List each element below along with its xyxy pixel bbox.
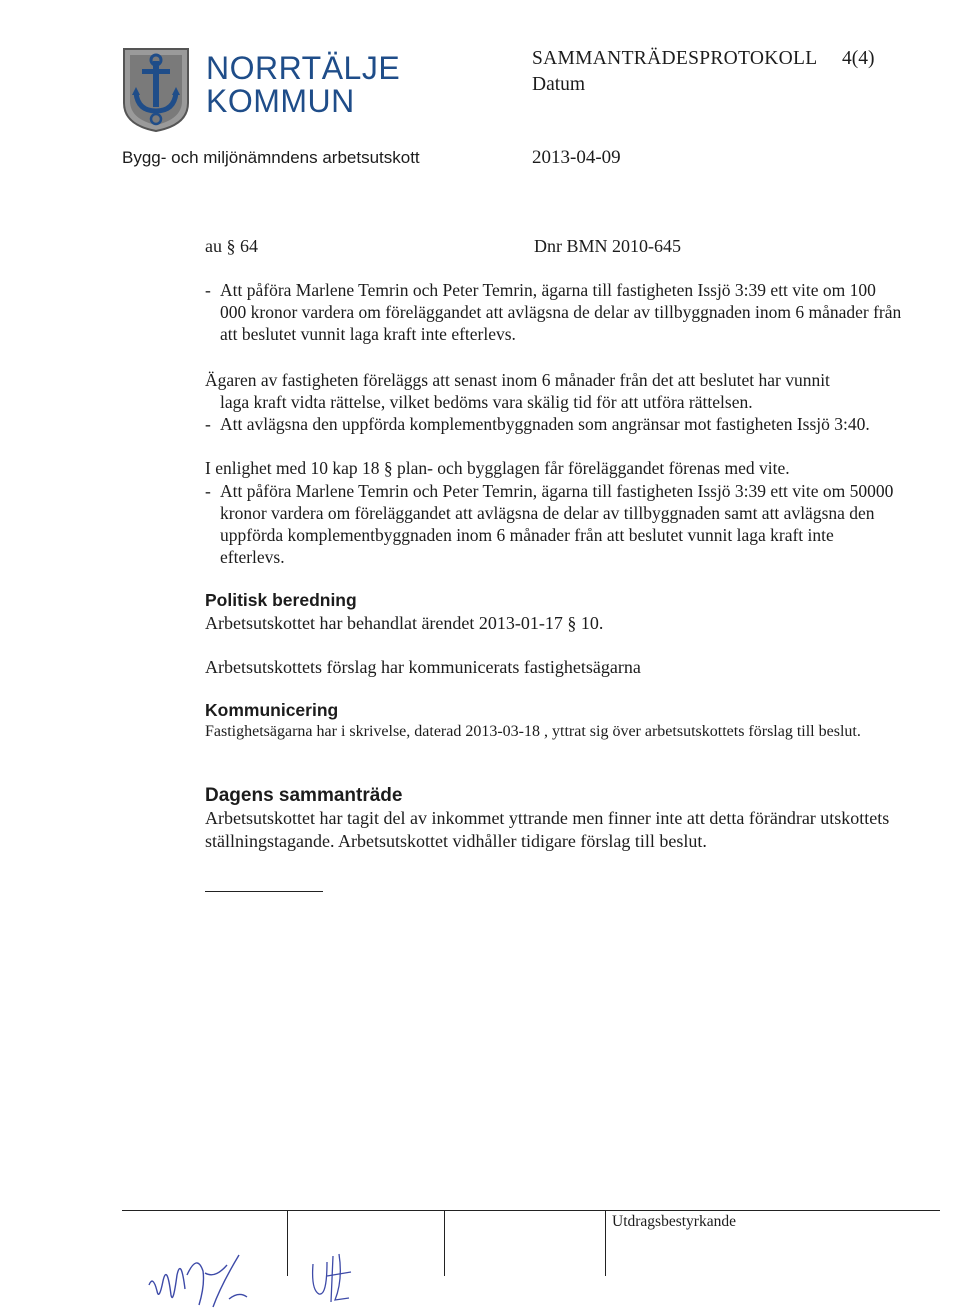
footer-column-divider xyxy=(605,1210,606,1276)
dagens-sammantrade-text: Arbetsutskottet har tagit del av inkommet yttrande men finner inte att detta förändrar utskottets ställningstagande. Arbetsutskottet vidhåller tidigare förslag till beslut. xyxy=(205,808,890,851)
committee-name: Bygg- och miljönämndens arbetsutskott xyxy=(122,148,420,167)
extract-certification-label: Utdragsbestyrkande xyxy=(612,1213,736,1230)
dagens-sammantrade-heading: Dagens sammanträde xyxy=(205,785,403,806)
footer-column-divider xyxy=(287,1210,288,1276)
order-paragraph-line2: laga kraft vidta rättelse, vilket bedöms vara skälig tid för att utföra rättelsen. xyxy=(220,392,753,412)
list-dash: - xyxy=(205,481,211,501)
org-name-line2: KOMMUN xyxy=(206,83,355,119)
decision-item-1 xyxy=(205,279,905,345)
signature-initials-1 xyxy=(143,1245,258,1311)
decision-item-text: Att påföra Marlene Temrin och Peter Temrin, ägarna till fastigheten Issjö 3:39 ett vite om 100 000 kronor vardera om föreläggandet att avlägsna de delar av tillbyggnaden inom 6 månader från att beslutet vunnit laga kraft inte efterlevs. xyxy=(220,280,902,344)
paragraph-reference: au § 64 xyxy=(205,236,258,256)
organization-name xyxy=(206,52,400,118)
kommunicering-text: Fastighetsägarna har i skrivelse, daterad 2013-03-18 , yttrat sig över arbetsutskottets förslag till beslut. xyxy=(205,723,861,740)
date-label: Datum xyxy=(532,74,586,95)
footer-column-divider xyxy=(444,1210,445,1276)
page-number: 4(4) xyxy=(842,48,875,69)
kommunicering-heading: Kommunicering xyxy=(205,700,339,720)
footer-table-top-rule xyxy=(122,1210,940,1211)
politisk-beredning-heading: Politisk beredning xyxy=(205,590,357,610)
decision-item-text: Att avlägsna den uppförda komplementbyggnaden som angränsar mot fastigheten Issjö 3:40. xyxy=(220,414,870,434)
org-name-line1: NORRTÄLJE xyxy=(206,50,401,86)
case-number: Dnr BMN 2010-645 xyxy=(534,236,681,256)
legal-basis-paragraph: I enlighet med 10 kap 18 § plan- och bygglagen får föreläggandet förenas med vite. xyxy=(205,458,790,478)
order-paragraph xyxy=(205,369,905,413)
document-title: SAMMANTRÄDESPROTOKOLL xyxy=(532,48,818,69)
meeting-date: 2013-04-09 xyxy=(532,147,621,168)
municipality-crest-logo xyxy=(122,47,190,133)
decision-item-text: Att påföra Marlene Temrin och Peter Temrin, ägarna till fastigheten Issjö 3:39 ett vite om 50000 kronor vardera om föreläggandet att avlägsna de delar av tillbyggnaden samt att avlägsna den uppförda komplementbyggnaden inom 6 månader från att beslutet vunnit laga kraft inte efterlevs. xyxy=(220,481,894,567)
decision-item-3 xyxy=(205,480,895,568)
list-dash: - xyxy=(205,280,211,300)
list-dash: - xyxy=(205,414,211,434)
forslag-text: Arbetsutskottets förslag har kommunicerats fastighetsägarna xyxy=(205,657,641,677)
politisk-beredning-text: Arbetsutskottet har behandlat ärendet 2013-01-17 § 10. xyxy=(205,613,604,633)
signature-initials-2 xyxy=(305,1250,367,1308)
decision-item-2 xyxy=(205,413,905,435)
order-paragraph-line1: Ägaren av fastigheten föreläggs att senast inom 6 månader från det att beslutet har vunnit xyxy=(205,370,830,390)
end-rule-divider xyxy=(205,891,323,892)
